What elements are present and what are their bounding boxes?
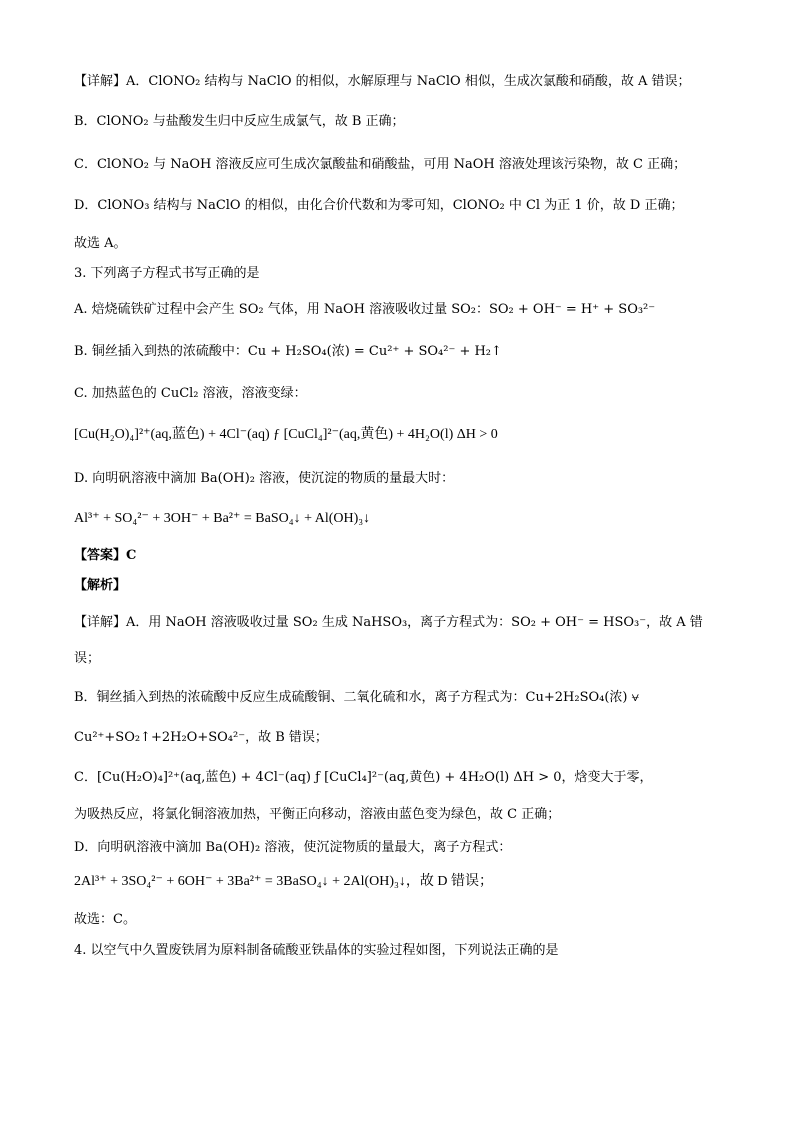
analysis-a-cont: 误； <box>74 651 101 666</box>
detail-line-a: 【详解】A．ClONO₂ 结构与 NaClO 的相似，水解原理与 NaClO 相似，生成次氯酸和硝酸，故 A 错误； <box>74 74 691 89</box>
analysis-b: B．铜丝插入到热的浓硫酸中反应生成硫酸铜、二氧化硫和水，离子方程式为：Cu+2H₂SO₄(浓) ⩝ <box>74 690 639 705</box>
option-d: D. 向明矾溶液中滴加 Ba(OH)₂ 溶液，使沉淀的物质的量最大时： <box>74 471 455 486</box>
analysis-b-cont: Cu²⁺+SO₂↑+2H₂O+SO₄²⁻，故 B 错误； <box>74 730 328 745</box>
option-a: A. 焙烧硫铁矿过程中会产生 SO₂ 气体，用 NaOH 溶液吸收过量 SO₂：SO₂ + OH⁻ = H⁺ + SO₃²⁻ <box>74 302 656 317</box>
analysis-d: D．向明矾溶液中滴加 Ba(OH)₂ 溶液，使沉淀物质的量最大，离子方程式： <box>74 840 512 855</box>
detail-line-d: D．ClONO₃ 结构与 NaClO 的相似，由化合价代数和为零可知，ClONO₂ 中 Cl 为正 1 价，故 D 正确； <box>74 198 684 213</box>
analysis-d-equation: 2Al³⁺ + 3SO₄²⁻ + 6OH⁻ + 3Ba²⁺ = 3BaSO₄↓ + 2Al(OH)₃↓，故 D 错误； <box>74 874 494 889</box>
detail-line-b: B．ClONO₂ 与盐酸发生归中反应生成氯气，故 B 正确； <box>74 114 405 129</box>
analysis-heading: 【解析】 <box>74 578 127 593</box>
question-4-stem: 4. 以空气中久置废铁屑为原料制备硫酸亚铁晶体的实验过程如图，下列说法正确的是 <box>74 943 559 958</box>
option-c-equation: [Cu(H₂O)₄]²⁺(aq,蓝色) + 4Cl⁻(aq) ƒ [CuCl₄]²⁻(aq,黄色) + 4H₂O(l) ΔH > 0 <box>74 427 498 442</box>
option-d-equation: Al³⁺ + SO₄²⁻ + 3OH⁻ + Ba²⁺ = BaSO₄↓ + Al(OH)₃↓ <box>74 511 371 526</box>
question-3-stem: 3. 下列离子方程式书写正确的是 <box>74 266 260 281</box>
conclusion-line: 故选 A。 <box>74 236 127 251</box>
analysis-c: C．[Cu(H₂O)₄]²⁺(aq,蓝色) + 4Cl⁻(aq) ƒ [CuCl₄]²⁻(aq,黄色) + 4H₂O(l) ΔH > 0，焓变大于零， <box>74 770 653 785</box>
answer-line: 【答案】C <box>74 548 137 563</box>
final-answer-line: 故选：C。 <box>74 912 136 927</box>
option-b: B. 铜丝插入到热的浓硫酸中：Cu + H₂SO₄(浓) = Cu²⁺ + SO₄²⁻ + H₂↑ <box>74 344 502 359</box>
option-c: C. 加热蓝色的 CuCl₂ 溶液，溶液变绿： <box>74 386 307 401</box>
detail-line-c: C．ClONO₂ 与 NaOH 溶液反应可生成次氯酸盐和硝酸盐，可用 NaOH 溶液处理该污染物，故 C 正确； <box>74 157 687 172</box>
analysis-a: 【详解】A．用 NaOH 溶液吸收过量 SO₂ 生成 NaHSO₃，离子方程式为：SO₂ + OH⁻ = HSO₃⁻，故 A 错 <box>74 615 703 630</box>
analysis-c-cont: 为吸热反应，将氯化铜溶液加热，平衡正向移动，溶液由蓝色变为绿色，故 C 正确； <box>74 807 561 822</box>
